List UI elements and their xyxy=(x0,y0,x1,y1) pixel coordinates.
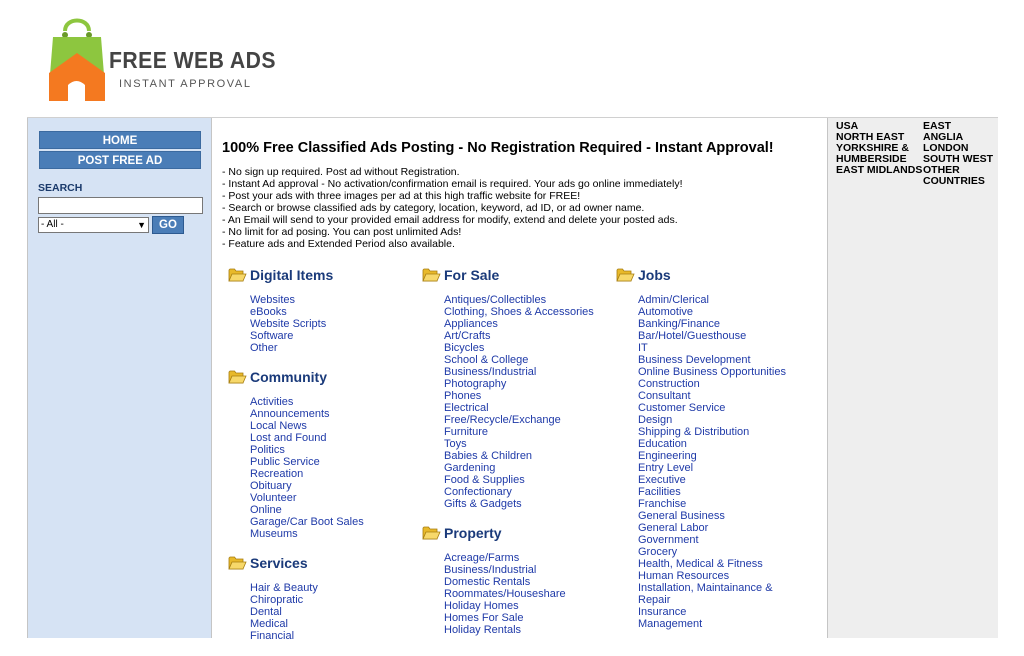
subcategory-list xyxy=(616,294,810,630)
subcategory-link[interactable]: Phones xyxy=(444,390,482,402)
subcategory-link[interactable]: Education xyxy=(638,438,687,450)
subcategory-link[interactable]: Human Resources xyxy=(638,570,730,582)
category-header[interactable] xyxy=(228,266,422,290)
subcategory-link[interactable]: IT xyxy=(638,342,648,354)
category-title[interactable]: For Sale xyxy=(444,267,500,283)
subcategory-link[interactable]: Bicycles xyxy=(444,342,485,354)
subcategory-link[interactable]: Politics xyxy=(250,444,285,456)
region-link[interactable]: EAST MIDLANDS xyxy=(836,164,923,176)
subcategory-link[interactable]: Government xyxy=(638,534,699,546)
category-community xyxy=(228,368,422,540)
intro-item: - Feature ads and Extended Period also available. xyxy=(222,238,455,250)
main-content xyxy=(213,118,827,642)
subcategory-link[interactable]: Entry Level xyxy=(638,462,694,474)
subcategory-link[interactable]: Announcements xyxy=(250,408,330,420)
subcategory-link[interactable]: Health, Medical & Fitness xyxy=(638,558,763,570)
intro-list xyxy=(222,166,683,250)
subcategory-link[interactable]: Online Business Opportunities xyxy=(638,366,786,378)
folder-icon xyxy=(422,267,441,283)
subcategory-link[interactable]: Acreage/Farms xyxy=(444,552,520,564)
subcategory-list xyxy=(422,552,616,636)
chevron-down-icon: ▼ xyxy=(137,220,146,230)
subcategory-link[interactable]: School & College xyxy=(444,354,529,366)
subcategory-link[interactable]: Holiday Homes xyxy=(444,600,519,612)
subcategory-link[interactable]: Hair & Beauty xyxy=(250,582,318,594)
category-header[interactable] xyxy=(228,368,422,392)
subcategory-link[interactable]: Other xyxy=(250,342,278,354)
subcategory-link[interactable]: Domestic Rentals xyxy=(444,576,531,588)
category-select[interactable] xyxy=(38,217,149,233)
subcategory-link[interactable]: Museums xyxy=(250,528,298,540)
page-frame xyxy=(27,117,998,642)
subcategory-link[interactable]: Websites xyxy=(250,294,296,306)
logo-subtitle: INSTANT APPROVAL xyxy=(119,78,252,90)
subcategory-link[interactable]: Facilities xyxy=(638,486,681,498)
folder-icon xyxy=(228,555,247,571)
region-link[interactable]: EAST xyxy=(923,120,952,132)
subcategory-link[interactable]: Photography xyxy=(444,378,507,390)
region-link[interactable]: ANGLIA xyxy=(923,131,964,143)
subcategory-link[interactable]: General Business xyxy=(638,510,725,522)
search-input[interactable] xyxy=(38,197,203,214)
subcategory-link[interactable]: Gifts & Gadgets xyxy=(444,498,522,510)
region-link[interactable]: USA xyxy=(836,120,859,132)
subcategory-link[interactable]: Executive xyxy=(638,474,686,486)
subcategory-link[interactable]: Recreation xyxy=(250,468,304,480)
subcategory-link[interactable]: Business Development xyxy=(638,354,751,366)
category-digital-items xyxy=(228,266,422,354)
subcategory-link[interactable]: Electrical xyxy=(444,402,489,414)
subcategory-link[interactable]: Antiques/Collectibles xyxy=(444,294,547,306)
subcategory-link[interactable]: Design xyxy=(638,414,673,426)
region-link[interactable]: NORTH EAST xyxy=(836,131,905,143)
subcategory-link[interactable]: Franchise xyxy=(638,498,687,510)
folder-icon xyxy=(228,369,247,385)
category-column-2 xyxy=(422,266,616,650)
intro-item: - No sign up required. Post ad without Registration. xyxy=(222,166,460,178)
subcategory-link[interactable]: Construction xyxy=(638,378,700,390)
subcategory-link[interactable]: Activities xyxy=(250,396,294,408)
right-sidebar xyxy=(827,118,998,638)
subcategory-link[interactable]: Local News xyxy=(250,420,307,432)
category-jobs xyxy=(616,266,810,630)
intro-item: - Search or browse classified ads by category, location, keyword, ad ID, or ad owner name. xyxy=(222,202,645,214)
shopping-bag-house-icon xyxy=(47,15,107,103)
subcategory-link[interactable]: Management xyxy=(638,618,703,630)
category-title[interactable]: Community xyxy=(250,369,327,385)
subcategory-link[interactable]: Dental xyxy=(250,606,282,618)
subcategory-link[interactable]: Public Service xyxy=(250,456,320,468)
subcategory-link[interactable]: Business/Industrial xyxy=(444,564,537,576)
subcategory-link[interactable]: Lost and Found xyxy=(250,432,327,444)
subcategory-link[interactable]: Consultant xyxy=(638,390,691,402)
subcategory-list xyxy=(228,582,422,642)
subcategory-link[interactable]: General Labor xyxy=(638,522,709,534)
subcategory-link[interactable]: Insurance xyxy=(638,606,687,618)
region-link[interactable]: SOUTH WEST xyxy=(923,153,993,165)
subcategory-link[interactable]: Clothing, Shoes & Accessories xyxy=(444,306,594,318)
category-services xyxy=(228,554,422,642)
subcategory-link[interactable]: Roommates/Houseshare xyxy=(444,588,566,600)
subcategory-link[interactable]: Garage/Car Boot Sales xyxy=(250,516,364,528)
subcategory-link[interactable]: Admin/Clerical xyxy=(638,294,709,306)
subcategory-list xyxy=(228,396,422,540)
subcategory-link[interactable]: Software xyxy=(250,330,294,342)
subcategory-link[interactable]: Gardening xyxy=(444,462,496,474)
page-title: 100% Free Classified Ads Posting - No Registration Required - Instant Approval! xyxy=(222,140,774,156)
subcategory-link[interactable]: Medical xyxy=(250,618,288,630)
left-sidebar xyxy=(27,118,212,638)
intro-item: - No limit for ad posing. You can post unlimited Ads! xyxy=(222,226,462,238)
go-button[interactable]: GO xyxy=(152,216,184,234)
subcategory-link[interactable]: Food & Supplies xyxy=(444,474,525,486)
subcategory-link[interactable]: Homes For Sale xyxy=(444,612,524,624)
region-list-1 xyxy=(836,121,922,176)
subcategory-link[interactable]: Business/Industrial xyxy=(444,366,537,378)
subcategory-link[interactable]: Customer Service xyxy=(638,402,726,414)
subcategory-link[interactable]: Automotive xyxy=(638,306,694,318)
region-link[interactable]: LONDON xyxy=(923,142,969,154)
subcategory-link[interactable]: eBooks xyxy=(250,306,287,318)
category-header[interactable] xyxy=(616,266,810,290)
category-header[interactable] xyxy=(228,554,422,578)
subcategory-link[interactable]: Furniture xyxy=(444,426,489,438)
category-title[interactable]: Property xyxy=(444,525,502,541)
search-label: SEARCH xyxy=(38,182,83,194)
subcategory-link[interactable]: Art/Crafts xyxy=(444,330,491,342)
subcategory-link[interactable]: Chiropratic xyxy=(250,594,304,606)
subcategory-link[interactable]: Confectionary xyxy=(444,486,512,498)
folder-icon xyxy=(422,525,441,541)
subcategory-link[interactable]: Engineering xyxy=(638,450,697,462)
category-for-sale xyxy=(422,266,616,510)
category-select-value: - All - xyxy=(41,219,64,230)
category-header[interactable] xyxy=(422,524,616,548)
subcategory-link[interactable]: Bar/Hotel/Guesthouse xyxy=(638,330,747,342)
site-logo[interactable] xyxy=(47,15,276,105)
category-title[interactable]: Services xyxy=(250,555,308,571)
category-column-3 xyxy=(616,266,810,644)
region-list-2 xyxy=(923,121,993,187)
category-property xyxy=(422,524,616,636)
region-link[interactable]: YORKSHIRE & xyxy=(836,142,909,154)
subcategory-list xyxy=(228,294,422,354)
post-free-ad-button[interactable]: POST FREE AD xyxy=(39,151,201,169)
category-column-1 xyxy=(228,266,422,656)
region-link[interactable]: HUMBERSIDE xyxy=(836,153,907,165)
subcategory-list xyxy=(422,294,616,510)
category-title[interactable]: Digital Items xyxy=(250,267,334,283)
subcategory-link[interactable]: Free/Recycle/Exchange xyxy=(444,414,561,426)
intro-item: - Instant Ad approval - No activation/confirmation email is required. Your ads go online immediately! xyxy=(222,178,683,190)
subcategory-link[interactable]: Babies & Children xyxy=(444,450,533,462)
subcategory-link[interactable]: Obituary xyxy=(250,480,292,492)
folder-icon xyxy=(228,267,247,283)
intro-item: - Post your ads with three images per ad at this high traffic website for FREE! xyxy=(222,190,581,202)
folder-icon xyxy=(616,267,635,283)
category-header[interactable] xyxy=(422,266,616,290)
subcategory-link[interactable]: Shipping & Distribution xyxy=(638,426,750,438)
subcategory-link[interactable]: Grocery xyxy=(638,546,678,558)
subcategory-link[interactable]: Volunteer xyxy=(250,492,297,504)
region-link[interactable]: COUNTRIES xyxy=(923,175,985,187)
logo-title: FREE WEB ADS xyxy=(109,47,276,73)
subcategory-link[interactable]: Holiday Rentals xyxy=(444,624,522,636)
subcategory-link[interactable]: Installation, Maintainance & Repair xyxy=(638,582,773,606)
subcategory-link[interactable]: Online xyxy=(250,504,282,516)
subcategory-link[interactable]: Toys xyxy=(444,438,467,450)
subcategory-link[interactable]: Financial xyxy=(250,630,295,642)
region-link[interactable]: OTHER xyxy=(923,164,960,176)
category-title[interactable]: Jobs xyxy=(638,267,671,283)
home-button[interactable]: HOME xyxy=(39,131,201,149)
subcategory-link[interactable]: Banking/Finance xyxy=(638,318,720,330)
intro-item: - An Email will send to your provided email address for modify, extend and delete your posted ads. xyxy=(222,214,678,226)
subcategory-link[interactable]: Website Scripts xyxy=(250,318,327,330)
subcategory-link[interactable]: Appliances xyxy=(444,318,498,330)
